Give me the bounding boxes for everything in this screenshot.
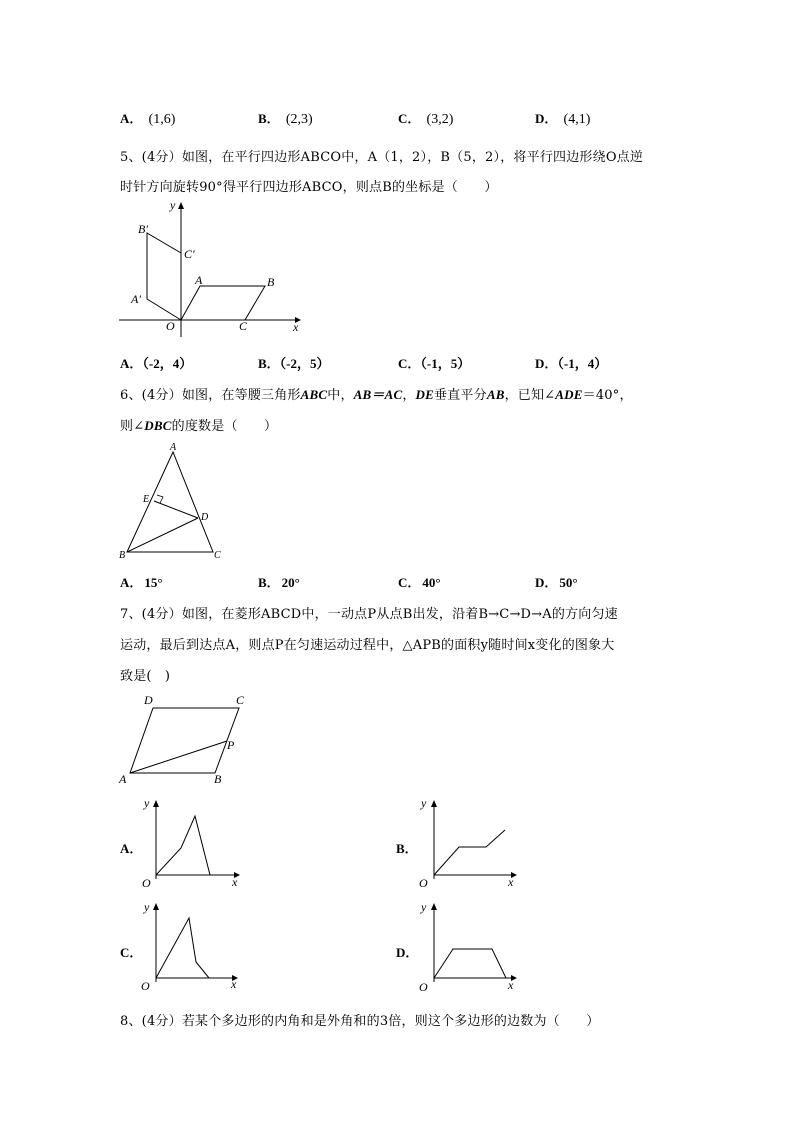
q6-t9: ，已知∠ bbox=[504, 388, 556, 403]
label-c-prime: C′ bbox=[184, 247, 195, 261]
label-a: A bbox=[119, 772, 127, 786]
option-value: 40° bbox=[422, 575, 441, 590]
option-letter: B． bbox=[258, 356, 280, 371]
q6-option-d bbox=[535, 572, 578, 591]
rhombus-abcd bbox=[130, 708, 239, 773]
q7-text-line2: 运动，最后到达点A，则点P在匀速运动过程中，△APB的面积y随时间x变化的图象大 bbox=[120, 638, 615, 653]
q4-option-d bbox=[535, 108, 590, 128]
q6-t5: ， bbox=[402, 388, 416, 403]
triangle-abc bbox=[127, 452, 213, 552]
label-d: D bbox=[144, 693, 153, 707]
q4-option-b bbox=[258, 108, 313, 128]
graph-curve bbox=[434, 830, 505, 875]
option-value: （-1，5） bbox=[420, 356, 471, 371]
label-o: O bbox=[419, 876, 428, 890]
label-y: y bbox=[421, 796, 427, 810]
q7-graph-a bbox=[138, 795, 248, 890]
option-letter: C． bbox=[398, 575, 421, 590]
option-letter: D． bbox=[535, 356, 558, 371]
label-b-prime: B′ bbox=[138, 222, 148, 236]
q6-t8: AB bbox=[486, 387, 505, 402]
graph-curve bbox=[156, 816, 210, 875]
label-b: B bbox=[119, 550, 126, 561]
q7-text-line1: 7、(4分）如图，在菱形ABCD中，一动点P从点B出发，沿着B→C→D→A的方向匀速 bbox=[120, 607, 618, 622]
label-d: D bbox=[201, 512, 209, 523]
label-c: C bbox=[239, 319, 248, 333]
q6-text-line2 bbox=[120, 415, 277, 434]
option-letter: B． bbox=[396, 841, 418, 856]
label-o: O bbox=[419, 980, 428, 994]
parallelogram-rotated bbox=[147, 233, 181, 320]
option-letter: C． bbox=[398, 356, 421, 371]
label-o: O bbox=[142, 876, 151, 890]
label-x: x bbox=[231, 977, 237, 991]
q5-option-a bbox=[120, 353, 192, 372]
q5-option-c bbox=[398, 353, 470, 372]
q6-t1: 6、(4分）如图，在等腰三角形 bbox=[120, 388, 301, 403]
q6-t6: DE bbox=[415, 387, 435, 402]
option-value: (3,2) bbox=[426, 112, 454, 127]
q7-option-b bbox=[396, 838, 418, 857]
q5-option-b bbox=[258, 353, 330, 372]
option-value: 50° bbox=[559, 575, 578, 590]
label-a-prime: A′ bbox=[131, 292, 141, 306]
label-x: x bbox=[508, 875, 514, 889]
q6-t11: ＝40°， bbox=[582, 388, 633, 403]
q6-figure bbox=[115, 440, 235, 565]
q7-graph-d bbox=[416, 898, 526, 996]
label-y: y bbox=[170, 198, 176, 212]
segment-ap bbox=[130, 741, 227, 773]
option-value: （-2，5） bbox=[279, 356, 330, 371]
q6-t14: 的度数是（ ） bbox=[171, 419, 278, 434]
label-a: A bbox=[170, 442, 177, 453]
q6-t4: AB＝AC bbox=[353, 387, 403, 402]
q6-option-b bbox=[258, 572, 300, 591]
q7-rhombus-figure bbox=[115, 690, 255, 790]
label-a: A bbox=[195, 273, 203, 287]
q6-t10: ADE bbox=[555, 387, 583, 402]
option-letter: B． bbox=[258, 575, 280, 590]
label-p: P bbox=[227, 738, 235, 752]
option-letter: D． bbox=[535, 111, 558, 126]
segment-bd bbox=[127, 518, 198, 552]
option-value: (2,3) bbox=[285, 112, 313, 127]
label-y: y bbox=[144, 796, 150, 810]
q7-graph-c bbox=[138, 898, 248, 996]
q5-text-line1: 5、(4分）如图，在平行四边形ABCO中，A（1，2），B（5，2），将平行四边形绕O点逆 bbox=[120, 150, 644, 165]
q5-option-d bbox=[535, 353, 607, 372]
label-b: B bbox=[214, 772, 222, 786]
label-b: B bbox=[267, 275, 275, 289]
q5-figure bbox=[115, 195, 315, 345]
q6-t3: 中， bbox=[327, 388, 354, 403]
right-angle-mark bbox=[157, 495, 163, 503]
option-letter: C． bbox=[120, 945, 143, 960]
q7-graph-b bbox=[416, 795, 526, 890]
option-letter: C． bbox=[398, 111, 421, 126]
label-x: x bbox=[232, 875, 238, 889]
label-c: C bbox=[214, 550, 221, 561]
option-letter: D． bbox=[535, 575, 558, 590]
option-value: （-2，4） bbox=[142, 356, 193, 371]
q6-t7: 垂直平分 bbox=[434, 388, 487, 403]
label-e: E bbox=[143, 494, 150, 505]
option-value: 20° bbox=[281, 575, 300, 590]
label-o: O bbox=[141, 979, 150, 993]
label-x: x bbox=[508, 978, 514, 992]
label-y: y bbox=[421, 900, 427, 914]
option-letter: A． bbox=[120, 111, 143, 126]
q6-text-line1 bbox=[120, 384, 633, 403]
option-letter: B． bbox=[258, 111, 280, 126]
option-value: (4,1) bbox=[563, 112, 591, 127]
q8-text-line1: 8、(4分）若某个多边形的内角和是外角和的3倍，则这个多边形的边数为（ ） bbox=[120, 1014, 600, 1029]
parallelogram-oabc bbox=[181, 286, 265, 320]
q7-text-line3: 致是( ) bbox=[120, 669, 171, 684]
option-letter: A． bbox=[120, 841, 143, 856]
q5-text-line2: 时针方向旋转90°得平行四边形ABCO，则点B的坐标是（ ） bbox=[120, 180, 498, 195]
option-value: （-1，4） bbox=[557, 356, 608, 371]
label-x: x bbox=[293, 320, 299, 334]
q6-option-c bbox=[398, 572, 441, 591]
option-letter: A． bbox=[120, 356, 143, 371]
q4-option-a bbox=[120, 108, 175, 128]
graph-curve bbox=[434, 949, 506, 978]
label-c: C bbox=[236, 693, 245, 707]
graph-curve bbox=[156, 918, 209, 978]
q6-t2: ABC bbox=[300, 387, 328, 402]
segment-de bbox=[154, 501, 198, 518]
q6-option-a bbox=[120, 572, 163, 591]
option-letter: D． bbox=[396, 945, 419, 960]
label-y: y bbox=[144, 900, 150, 914]
q4-option-c bbox=[398, 108, 453, 128]
option-letter: A． bbox=[120, 575, 143, 590]
q6-t12: 则∠ bbox=[120, 419, 145, 434]
option-value: 15° bbox=[144, 575, 163, 590]
label-o: O bbox=[166, 319, 175, 333]
option-value: (1,6) bbox=[148, 112, 176, 127]
q6-t13: DBC bbox=[144, 418, 172, 433]
